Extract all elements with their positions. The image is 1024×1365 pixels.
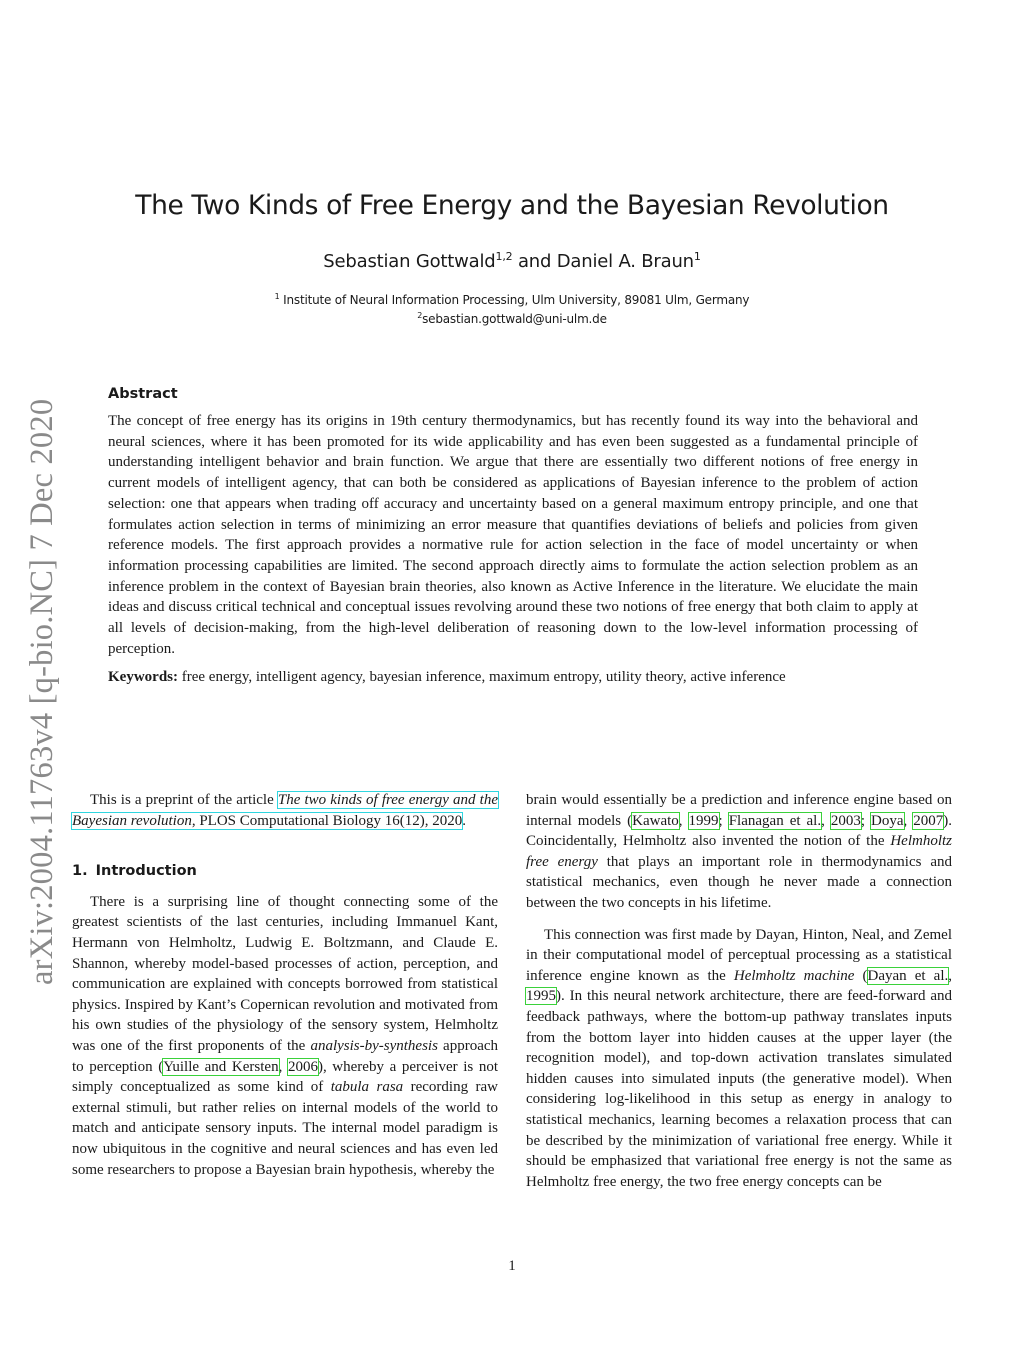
citation-link[interactable]: Kawato [632, 812, 679, 829]
journal-year: 2020 [432, 812, 463, 829]
keywords-label: Keywords: [108, 669, 178, 685]
body-text: that plays an important role in thermodynamics and statistical mechanics, even though he never made a connection between the two concepts in his lifetime. [526, 853, 952, 911]
citation-separator: , [278, 1058, 288, 1075]
emphasis-text: tabula rasa [330, 1079, 404, 1096]
body-paragraph [526, 925, 952, 1193]
citation-separator: ; [860, 812, 872, 829]
author-email[interactable]: sebastian.gottwald@uni-ulm.de [422, 312, 607, 326]
preprint-text: This is a preprint of the article [90, 792, 274, 808]
preprint-note [72, 790, 498, 831]
abstract-heading: Abstract [108, 386, 178, 402]
journal-info: , PLOS Computational Biology 16(12), [191, 812, 429, 829]
punctuation: . [462, 812, 467, 829]
section-title: Introduction [95, 863, 197, 880]
arxiv-identifier-stamp: arXiv:2004.11763v4 [q-bio.NC] 7 Dec 2020 [24, 398, 60, 985]
article-title: The two kinds of free energy and the Bayesian revolution [72, 792, 498, 829]
affiliation-block [0, 289, 1024, 327]
citation-separator: , [948, 967, 952, 984]
keywords-line [108, 667, 918, 687]
body-text: ), whereby a perceiver is not simply conceptualized as some kind of [72, 1058, 499, 1096]
author-name: Sebastian Gottwald [323, 251, 496, 272]
emphasis-text: Helmholtz machine [733, 967, 855, 984]
citation-link[interactable]: 2003 [830, 812, 861, 829]
email-line [0, 308, 1024, 327]
citation-link[interactable]: Yuille and Kersten [163, 1058, 279, 1075]
body-text: brain would essentially be a prediction and inference engine based on internal models ( [526, 792, 952, 829]
body-text: recording raw external stimuli, but rather relies on internal models of the world to match and anticipate sensory inputs. The internal model paradigm is now ubiquitous in the cognitive and neural sciences and has even led some researchers to propose a Bayesian brain hypothesis, whereby the [72, 1079, 499, 1178]
citation-link[interactable]: 2007 [913, 812, 944, 829]
body-text: There is a surprising line of thought connecting some of the greatest scientists of the last centuries, including Immanuel Kant, Hermann von Helmholtz, Ludwig E. Boltzmann, and Claude E. Shannon, whereby model-based processes of action, perception, and communication are explained with concepts borrowed from statistical physics. Inspired by Kant’s Copernican revolution and motivated from his own studies of the physiology of the sensory system, Helmholtz was one of the first proponents of the [72, 893, 498, 1054]
intro-paragraph [72, 892, 498, 1180]
section-heading-introduction [72, 861, 498, 882]
right-column [526, 790, 952, 1192]
citation-link[interactable]: Dayan et al. [867, 967, 949, 984]
body-text: ). In this neural network architecture, there are feed-forward and feedback pathways, where the bottom-up pathway translates inputs from the bottom layer into hidden causes at the upper layer (the recognition model), and top-down activation translates simulated hidden causes into simulated inputs (the generative model). When considering log-likelihood in this setup as energy in analogy to statistical mechanics, learning becomes a relaxation process that can be described by the minimization of variational free energy. While it should be emphasized that variational free energy is not the same as Helmholtz free energy, the two free energy concepts can be [526, 988, 952, 1190]
continued-paragraph [526, 790, 952, 914]
left-column [72, 790, 498, 1180]
page-number: 1 [508, 1258, 516, 1274]
body-text: ). Coincidentally, Helmholtz also invented the notion of the [526, 812, 953, 850]
author-conjunction: and [517, 251, 552, 272]
abstract-text: The concept of free energy has its origins in 19th century thermodynamics, but has recently found its way into the behavioral and neural sciences, where it has been promoted for its wide applicability and has even been suggested as a fundamental principle of understanding intelligent behavior and brain function. We argue that there are essentially two different notions of free energy in current models of intelligent agency, that can both be considered as applications of Bayesian inference to the problem of action selection: one that appears when trading off accuracy and uncertainty based on a general maximum entropy principle, and one that formulates action selection in terms of minimizing an error measure that quantifies deviations of beliefs and policies from given reference models. The first approach provides a normative rule for action selection in the face of model uncertainty or when information processing capabilities are limited. The second approach directly aims to formulate the action selection problem as an inference problem in the context of Bayesian brain theories, also known as Active Inference in the literature. We elucidate the main ideas and discuss critical technical and conceptual issues revolving around these two notions of free energy that both claim to apply at all levels of decision-making, from the high-level deliberation of reasoning down to the low-level information processing of perception. [108, 413, 918, 657]
affiliation-line [0, 289, 1024, 308]
affiliation-marker: 2 [417, 311, 423, 320]
affiliation-marker: 1 [274, 292, 280, 301]
author-name: Daniel A. Braun [556, 251, 694, 272]
paper-title: The Two Kinds of Free Energy and the Bayesian Revolution [135, 190, 889, 221]
citation-link[interactable]: 1995 [526, 988, 556, 1005]
body-text: approach to perception ( [72, 1037, 499, 1075]
citation-separator: , [678, 812, 689, 829]
affiliation-text: Institute of Neural Information Processing, Ulm University, 89081 Ulm, Germany [283, 293, 750, 307]
body-text: This connection was first made by Dayan, Hinton, Neal, and Zemel in their computational model of perceptual processing as a statistical inference engine known as the [526, 926, 952, 984]
author-list [0, 250, 1024, 272]
citation-link[interactable]: Doya [871, 812, 904, 829]
affiliation-marker: 1,2 [495, 250, 513, 263]
affiliation-marker: 1 [693, 250, 701, 263]
citation-separator: ; [718, 812, 729, 829]
citation-separator: , [821, 812, 831, 829]
body-text: ( [862, 967, 868, 984]
emphasis-text: analysis-by-synthesis [310, 1037, 438, 1054]
citation-separator: , [903, 812, 914, 829]
emphasis-text: Helmholtz free energy [526, 833, 952, 870]
citation-link[interactable]: Flanagan et al. [728, 812, 822, 829]
keywords-text: free energy, intelligent agency, bayesian inference, maximum entropy, utility theory, active inference [181, 669, 786, 685]
citation-link[interactable]: 2006 [287, 1058, 318, 1075]
citation-link[interactable]: 1999 [688, 812, 719, 829]
section-number: 1. [72, 863, 88, 880]
